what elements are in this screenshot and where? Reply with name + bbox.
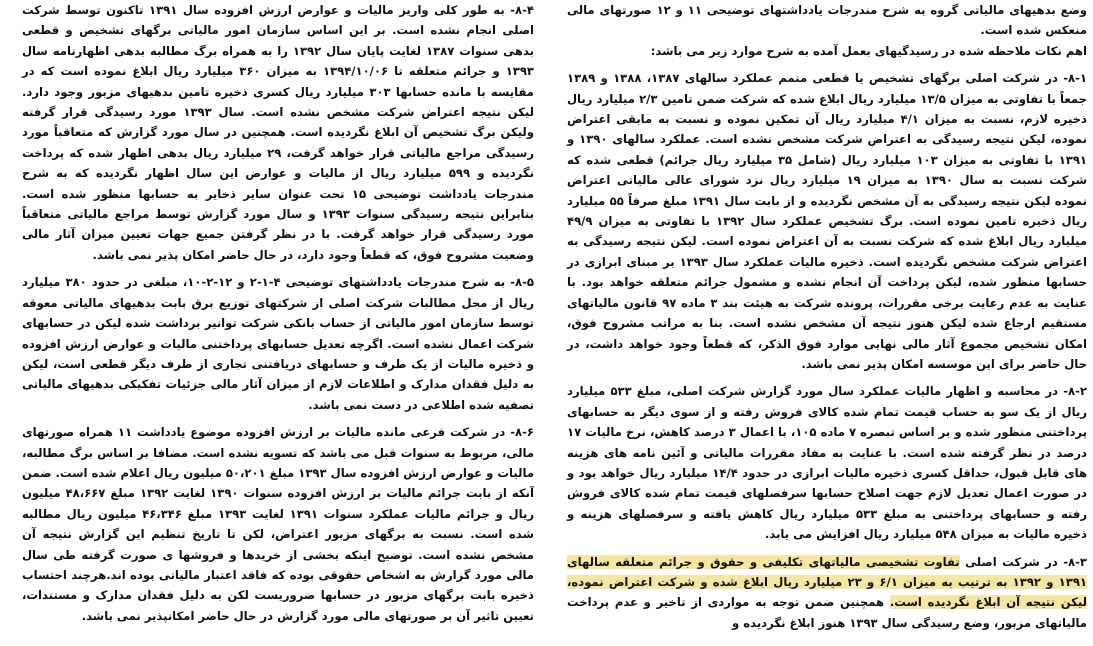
- paragraph-8-2: ۸-۲- در محاسبه و اظهار مالیات عملکرد سال مورد گزارش شرکت اصلی، مبلغ ۵۳۳ میلیارد ریال از یک سو به حساب قیمت تمام شده کالای فروش رفته و از سوی دیگر به حسابهای پرداختنی منظور شده و بر اساس تبصره ۷ ماده ۱۰۵، با اعمال ۳ درصد کاهش، نرخ مالیات ۱۷ درصد در نظر گرفته شده است. با عنایت به مفاد مقررات مالیاتی و آئین نامه های هزینه های قابل قبول، حداقل کسری ذخیره مالیات ابرازی در حدود ۱۴/۴ میلیارد ریال خواهد بود و در صورت اعمال تعدیل لازم جهت اصلاح حسابها سرفصلهای قیمت تمام شده کالای فروش رفته و حسابهای پرداختنی به مبلغ ۵۳۳ میلیارد ریال کاهش یافته و سرفصلهای هزینه و ذخیره مالیات به میزان ۵۴۸ میلیارد ریال افزایش می یابد.: [567, 384, 1087, 542]
- right-column: [567, 0, 1087, 633]
- paragraph-8-3: [567, 552, 1087, 634]
- intro-line-2: اهم نکات ملاحظه شده در رسیدگیهای بعمل آمده به شرح موارد زیر می باشد:: [650, 43, 1087, 58]
- spacer: [22, 265, 534, 272]
- paragraph-8-3-lead: ۸-۳- در شرکت اصلی: [959, 554, 1087, 569]
- spacer: [567, 374, 1087, 381]
- paragraph-8-3-tail: همچنین ضمن توجه به مواردی از تاخیر و عدم پرداخت مالیاتهای مزبور، وضع رسیدگی سال ۱۳۹۳ هنوز ابلاغ نگردیده و: [567, 595, 1087, 630]
- paragraph-8-1: ۸-۱- در شرکت اصلی برگهای تشخیص یا قطعی متمم عملکرد سالهای ۱۳۸۷، ۱۳۸۸ و ۱۳۸۹ جمعاً با تفاوتی به میزان ۱۳/۵ میلیارد ریال ابلاغ شده که شرکت ضمن تامین ۲/۳ میلیارد ریال ذخیره لازم، نسبت به میزان ۴/۱ میلیارد ریال آن تمکین نموده و نسبت به مابقی اعتراض نموده، لیکن نتیجه رسیدگی به اعتراض شرکت مشخص نشده است. عملکرد سالهای ۱۳۹۰ و ۱۳۹۱ با تفاوتی به میزان ۱۰۳ میلیارد ریال (شامل ۳۵ میلیارد ریال جرائم) قطعی شده که شرکت نسبت به سال ۱۳۹۰ به میزان ۱۹ میلیارد ریال نزد شورای عالی مالیاتی اعتراض نموده لیکن نتیجه رسیدگی به آن مشخص نگردیده و از بابت سال ۱۳۹۱ مبلغ صرفاً ۵۵ میلیارد ریال ذخیره تامین نموده است. برگ تشخیص عملکرد سال ۱۳۹۲ با تفاوتی به میزان ۴۹/۹ میلیارد ریال ابلاغ شده که شرکت نسبت به آن اعتراض نموده است. لیکن نتیجه رسیدگی به اعتراض شرکت مشخص نگردیده است. ذخیره مالیات عملکرد سال ۱۳۹۳ بر مبنای ابرازی در حسابها منظور شده، لیکن پرداخت آن انجام نشده و مشمول جرائم متعلقه خواهد بود. با عنایت به عدم رعایت برخی مقررات، پرونده شرکت به هیئت بند ۳ ماده ۹۷ قانون مالیاتهای مستقیم ارجاع شده لیکن هنوز نتیجه آن مشخص نشده است. بنا به مراتب مشروح فوق، امکان تشخیص مجموع آثار مالی نهایی موارد فوق الذکر، که قطعاً وجود خواهد داشت، در حال حاضر برای این موسسه امکان پذیر نمی باشد.: [567, 71, 1088, 371]
- left-column: [22, 0, 534, 626]
- spacer: [567, 61, 1087, 68]
- paragraph-8-4: ۸-۴- به طور کلی واریز مالیات و عوارض ارزش افزوده سال ۱۳۹۱ تاکنون توسط شرکت اصلی انجام نشده است. بر این اساس سازمان امور مالیاتی برگهای تشخیص و قطعی بدهی سنوات ۱۳۸۷ لغایت پایان سال ۱۳۹۲ را به همراه برگ مطالبه بدهی اظهارنامه سال ۱۳۹۳ و جرائم متعلقه تا ۱۳۹۴/۱۰/۰۶ به میزان ۳۶۰ میلیارد ریال ابلاغ نموده است که در مقایسه با مانده حسابها ۳۰۳ میلیارد ریال کسری ذخیره تامین بدهیهای مزبور وجود دارد. لیکن نتیجه اعتراض شرکت مشخص نشده است. سال ۱۳۹۳ مورد رسیدگی قرار گرفته ولیکن برگ تشخیص آن ابلاغ نگردیده است. همچنین در سال مورد گزارش که متعاقباً مورد رسیدگی مراجع مالیاتی قرار خواهد گرفت، ۲۹ میلیارد ریال بدهی اظهار شده که پرداخت نگردیده و ۵۹۹ میلیارد ریال از مالیات و عوارض این سال اظهار نگردیده که به شرح مندرجات یادداشت توضیحی ۱۵ تحت عنوان سایر ذخایر به حسابها منظور شده است. بنابراین نتیجه رسیدگی سنوات ۱۳۹۳ و سال مورد گزارش توسط مراجع مالیاتی متعاقباً مورد رسیدگی قرار خواهد گرفت. با در نظر گرفتن جمیع جهات تعیین میزان آثار مالی وضعیت مشروح فوق، که قطعاً وجود دارد، در حال حاضر امکان پذیر نمی باشد.: [22, 3, 535, 262]
- intro-line-1: وضع بدهیهای مالیاتی گروه به شرح مندرجات یادداشتهای توضیحی ۱۱ و ۱۲ صورتهای مالی منعکس شده است.: [567, 3, 1087, 38]
- spacer: [22, 415, 534, 422]
- spacer: [567, 545, 1087, 552]
- paragraph-8-6: ۸-۶- در شرکت فرعی مانده مالیات بر ارزش افزوده موضوع یادداشت ۱۱ همراه صورتهای مالی، مربوط به سنوات قبل می باشد که تسویه نشده است. مضافا بر اساس برگ مطالبه، مالیات و عوارض ارزش افزوده سال ۱۳۹۳ مبلغ ۵۰،۲۰۱ میلیون ریال اعلام شده است. ضمن آنکه از بابت جرائم مالیات بر ارزش افزوده سنوات ۱۳۹۰ لغایت ۱۳۹۲ مبلغ ۴۸،۶۶۷ میلیون ریال و جرائم مالیات عملکرد سنوات ۱۳۹۱ لغایت ۱۳۹۳ مبلغ ۴۶،۳۴۶ میلیون ریال مطالبه شده است. نسبت به برگهای مزبور اعتراض، لکن تا تاریخ تنظیم این گزارش نتیجه آن مشخص نشده است. توضیح اینکه بخشی از خریدها و فروشها ی صورت گرفته طی سال مالی مورد گزارش به اشخاص حقوقی بوده که فاقد اعتبار مالیاتی بوده اند.هرچند احتساب ذخیره بابت برگهای مزبور در حسابها ضروریست لکن به دلیل فقدان مدارک و مستندات، تعیین تاثیر آن بر صورتهای مالی مورد گزارش در حال حاضر امکانپذیر نمی باشد.: [22, 425, 535, 623]
- paragraph-8-5: ۸-۵- به شرح مندرجات یادداشتهای توضیحی ۴-۱-۲ و ۱۲-۲-۱۰، مبلغی در حدود ۳۸۰ میلیارد ریال از محل مطالبات شرکت اصلی از شرکتهای توزیع برق بابت بدهیهای مالیاتی معوقه توسط سازمان امور مالیاتی از حساب بانکی شرکت توانیر برداشت شده لیکن در حسابهای شرکت اعمال نشده است. اگرچه تعدیل حسابهای پرداختنی مالیات و عوارض ارزش افزوده و ذخیره مالیات از یک طرف و حسابهای دریافتنی تجاری از طرف دیگر قطعی است، لیکن به دلیل فقدان مدارک و اطلاعات لازم از میزان آثار مالی جزئیات تفکیکی بدهیهای مالیاتی تصفیه شده اطلاعی در دست نمی باشد.: [22, 275, 535, 412]
- highlighted-text: تفاوت تشخیصی مالیاتهای تکلیفی و حقوق و جرائم متعلقه سالهای ۱۳۹۱ و ۱۳۹۲ به ترتیب به میزان ۶/۱ و ۲۳ میلیارد ریال ابلاغ شده و شرکت اعتراض نموده، لیکن نتیجه آن ابلاغ نگردیده است.: [567, 554, 1087, 610]
